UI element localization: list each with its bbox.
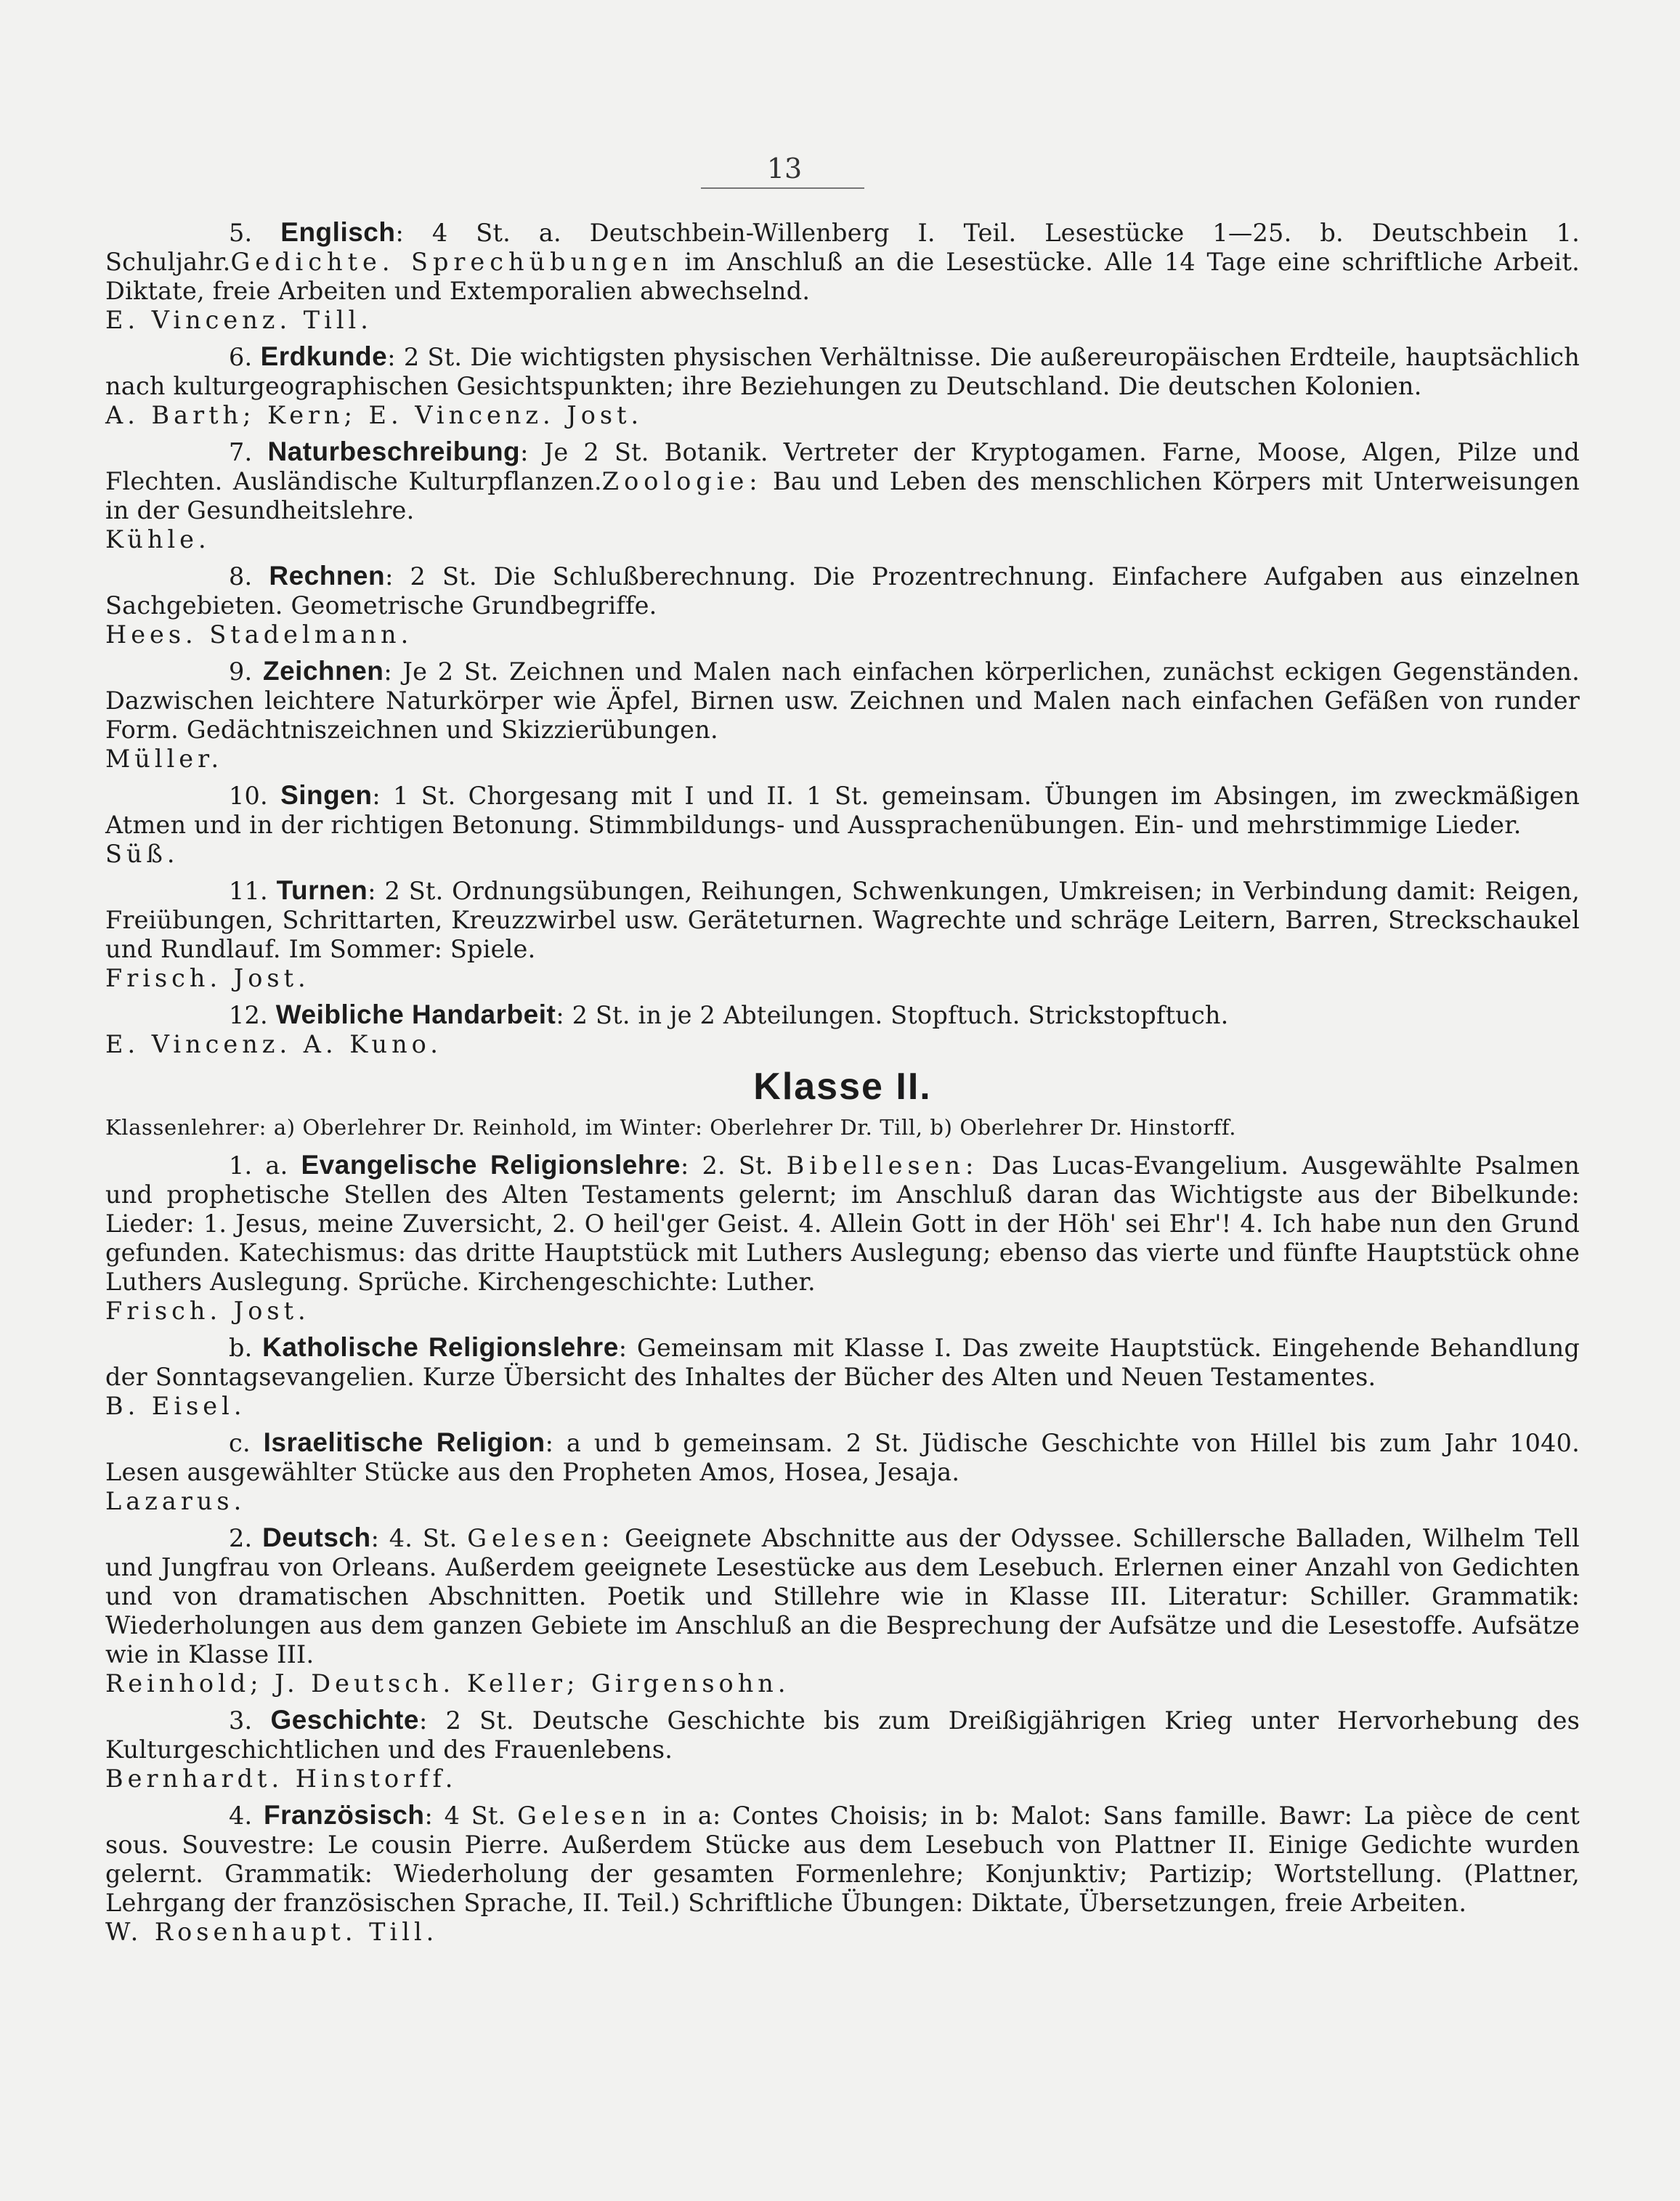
subject-hours: : 2 St. <box>387 343 463 371</box>
subject-number: c. <box>229 1429 251 1457</box>
subject-teachers: Bernhardt. Hinstorff. <box>105 1764 458 1793</box>
subject-description <box>105 876 1580 964</box>
subject-entry <box>105 657 1580 774</box>
subject-number: 5. <box>229 219 253 247</box>
subject-number: 7. <box>229 438 253 466</box>
subject-description <box>105 342 1580 401</box>
subject-description <box>105 1706 1580 1764</box>
subject-entry <box>105 1000 1580 1059</box>
section-class-iii-continued <box>105 218 1580 1954</box>
subject-description <box>105 562 1580 620</box>
subject-title: Weibliche Handarbeit <box>275 1000 556 1029</box>
subject-text: Die wichtigsten physischen Verhältnisse. Die außereuropäischen Erdteile, hauptsächlich nach kulturgeographischen Gesichtspunkten; ihre Beziehungen zu Deutschland. Die deutschen Kolonien. <box>105 343 1580 400</box>
subject-title: Rechnen <box>269 561 386 591</box>
subject-hours: : <box>618 1334 628 1362</box>
subject-hours: : 2 St. <box>368 877 444 905</box>
subject-title: Israelitische Religion <box>263 1427 545 1457</box>
subject-text: a und b gemeinsam. 2 St. Jüdische Geschichte von Hillel bis zum Jahr 1040. Lesen ausgewählter Stücke aus den Propheten Amos, Hosea, Jesaja. <box>105 1429 1580 1486</box>
subject-teachers: Reinhold; J. Deutsch. Keller; Girgensohn. <box>105 1669 790 1698</box>
subject-hours: : <box>545 1429 554 1457</box>
subject-hours: : 4. St. <box>370 1524 458 1552</box>
subject-teachers: Lazarus. <box>105 1487 246 1515</box>
subject-teachers: Müller. <box>105 745 224 773</box>
page-number-rule <box>701 187 864 189</box>
subject-description <box>105 1801 1580 1918</box>
subject-teachers: Hees. Stadelmann. <box>105 620 413 649</box>
subject-number: 9. <box>229 657 253 686</box>
subject-teachers: Frisch. Jost. <box>105 964 310 992</box>
subject-title: Evangelische Religionslehre <box>301 1150 681 1180</box>
subject-entry <box>105 1801 1580 1947</box>
subject-keyword: Bibellesen: <box>786 1151 979 1180</box>
subject-text-continued: Geeignete Abschnitte aus der Odyssee. Schillersche Balladen, Wilhelm Tell und Jungfrau von Orleans. Außerdem geeignete Lesestücke aus dem Lesebuch. Erlernen einer Anzahl von Gedichten und von dramatischen Abschnitten. Poetik und Stillehre wie in Klasse III. Literatur: Schiller. Grammatik: Wiederholungen aus dem ganzen Gebiete im Anschluß an die Besprechung der Aufsätze und die Lesestoffe. Aufsätze wie in Klasse III. <box>105 1524 1580 1669</box>
subject-entry <box>105 1523 1580 1698</box>
subject-entry <box>105 1333 1580 1421</box>
subject-description <box>105 1000 1580 1030</box>
subject-title: Geschichte <box>270 1705 419 1735</box>
subject-entry <box>105 1151 1580 1326</box>
subject-entry <box>105 781 1580 869</box>
subject-text: Deutsche Geschichte bis zum Dreißigjährigen Krieg unter Hervorhebung des Kulturgeschichtlichen und des Frauenlebens. <box>105 1706 1580 1764</box>
subject-teachers: B. Eisel. <box>105 1392 246 1420</box>
subject-text: Chorgesang mit I und II. 1 St. gemeinsam. Übungen im Absingen, im zweckmäßigen Atmen und in der richtigen Betonung. Stimmbildungs- und Aussprachenübungen. Ein- und mehrstimmige Lieder. <box>105 782 1580 839</box>
subject-entry <box>105 1428 1580 1516</box>
subject-entry <box>105 218 1580 335</box>
subject-number: 11. <box>229 877 268 905</box>
class-heading: Klasse II. <box>753 1066 932 1108</box>
subject-title: Katholische Religionslehre <box>262 1332 619 1362</box>
subject-number: 8. <box>229 562 253 591</box>
subject-title: Erdkunde <box>260 341 388 371</box>
subject-text: Die Schlußberechnung. Die Prozentrechnung. Einfachere Aufgaben aus einzelnen Sachgebieten. Geometrische Grundbegriffe. <box>105 562 1580 620</box>
subject-description <box>105 437 1580 525</box>
subject-number: b. <box>229 1334 253 1362</box>
subject-keyword: Zoologie: <box>601 467 763 495</box>
subject-text: Gemeinsam mit Klasse I. Das zweite Hauptstück. Eingehende Behandlung der Sonntagsevangelien. Kurze Übersicht des Inhaltes der Bücher des Alten und Neuen Testamentes. <box>105 1334 1580 1391</box>
subject-text: Zeichnen und Malen nach einfachen körperlichen, zunächst eckigen Gegenständen. Dazwischen leichtere Naturkörper wie Äpfel, Birnen usw. Zeichnen und Malen nach einfachen Gefäßen von runder Form. Gedächtniszeichnen und Skizzierübungen. <box>105 657 1580 744</box>
subject-title: Deutsch <box>262 1523 371 1552</box>
subject-hours: : Je 2 St. <box>384 657 499 686</box>
subject-description <box>105 218 1580 306</box>
subject-title: Französisch <box>264 1800 425 1830</box>
subject-entry <box>105 876 1580 993</box>
subject-hours: : 2 St. <box>556 1001 630 1029</box>
subject-text <box>458 1524 468 1552</box>
subject-title: Singen <box>280 780 373 810</box>
subject-hours: : 2 St. <box>385 562 477 591</box>
subject-description <box>105 781 1580 840</box>
subject-teachers: Kühle. <box>105 525 211 554</box>
subject-number: 4. <box>229 1801 253 1830</box>
subject-hours: : 2 St. <box>418 1706 514 1735</box>
subject-text: Botanik. Vertreter der Kryptogamen. Farne, Moose, Algen, Pilze und Flechten. Ausländische Kulturpflanzen. <box>105 438 1580 495</box>
subject-hours: : 2. St. <box>680 1151 774 1180</box>
subject-text: Ordnungsübungen, Reihungen, Schwenkungen, Umkreisen; in Verbindung damit: Reigen, Freiübungen, Schrittarten, Kreuzzwirbel usw. Geräteturnen. Wagrechte und schräge Leitern, Barren, Streckschaukel und Rundlauf. Im Sommer: Spiele. <box>105 877 1580 963</box>
subject-entry <box>105 1706 1580 1793</box>
subject-text <box>774 1151 787 1180</box>
subject-keyword: Gelesen: <box>467 1524 615 1552</box>
subject-text-continued: im Anschluß an die Lesestücke. Alle 14 Tage eine schriftliche Arbeit. Diktate, freie Arbeiten und Extemporalien abwechselnd. <box>105 248 1580 305</box>
subject-description <box>105 657 1580 745</box>
subject-keyword: Gedichte. Sprechübungen <box>230 248 673 276</box>
subject-title: Naturbeschreibung <box>267 437 521 466</box>
class-teacher-line: Klassenlehrer: a) Oberlehrer Dr. Reinhold, im Winter: Oberlehrer Dr. Till, b) Oberlehrer Dr. Hinstorff. <box>105 1115 1237 1140</box>
subject-text: a. Deutschbein-Willenberg I. Teil. Lesestücke 1—25. b. Deutschbein 1. Schuljahr. <box>105 219 1580 276</box>
subject-entry <box>105 342 1580 430</box>
subject-entry <box>105 437 1580 554</box>
subject-description <box>105 1333 1580 1392</box>
subject-hours: : 4 St. <box>424 1801 506 1830</box>
subject-number: 10. <box>229 782 268 810</box>
subject-hours: : Je 2 St. <box>520 438 649 466</box>
subject-teachers: E. Vincenz. A. Kuno. <box>105 1030 442 1058</box>
subject-number: 12. <box>229 1001 268 1029</box>
subject-entry <box>105 562 1580 649</box>
subject-teachers: W. Rosenhaupt. Till. <box>105 1918 439 1946</box>
subject-text-continued: Bau und Leben des menschlichen Körpers mit Unterweisungen in der Gesundheitslehre. <box>105 467 1580 524</box>
subject-text-continued: in a: Contes Choisis; in b: Malot: Sans famille. Bawr: La pièce de cent sous. Souvestre: Le cousin Pierre. Außerdem Stücke aus dem Lesebuch von Plattner II. Einige Gedichte wurden gelernt. Grammatik: Wiederholung der gesamten Formenlehre; Konjunktiv; Partizip; Wortstellung. (Plattner, Lehrgang der französischen Sprache, II. Teil.) Schriftliche Übungen: Diktate, Übersetzungen, freie Arbeiten. <box>105 1801 1580 1917</box>
subject-number: 3. <box>229 1706 253 1735</box>
subject-title: Englisch <box>280 217 396 247</box>
subject-text-continued: Das Lucas-Evangelium. Ausgewählte Psalmen und prophetische Stellen des Alten Testaments gelernt; im Anschluß daran das Wichtigste aus der Bibelkunde: Lieder: 1. Jesus, meine Zuversicht, 2. O heil'ger Geist. 4. Allein Gott in der Höh' sei Ehr'! 4. Ich habe nun den Grund gefunden. Katechismus: das dritte Hauptstück mit Luthers Auslegung; ebenso das vierte und fünfte Hauptstück ohne Luthers Auslegung. Sprüche. Kirchengeschichte: Luther. <box>105 1151 1580 1296</box>
subject-description <box>105 1428 1580 1487</box>
subject-number: 1. a. <box>229 1151 288 1180</box>
subject-teachers: E. Vincenz. Till. <box>105 306 373 334</box>
subject-title: Turnen <box>276 875 368 905</box>
subject-text: in je 2 Abteilungen. Stopftuch. Strickstopftuch. <box>630 1001 1229 1029</box>
subject-hours: : 4 St. <box>395 219 511 247</box>
subject-description <box>105 1523 1580 1669</box>
subject-keyword: Gelesen <box>517 1801 652 1830</box>
subject-text <box>506 1801 517 1830</box>
subject-teachers: Süß. <box>105 840 179 868</box>
page-number: 13 <box>766 153 803 185</box>
subject-number: 6. <box>229 343 253 371</box>
subject-teachers: Frisch. Jost. <box>105 1297 310 1325</box>
subject-hours: : 1 St. <box>372 782 456 810</box>
subject-number: 2. <box>229 1524 253 1552</box>
subject-description <box>105 1151 1580 1297</box>
subject-teachers: A. Barth; Kern; E. Vincenz. Jost. <box>105 401 644 429</box>
subject-title: Zeichnen <box>262 656 384 686</box>
